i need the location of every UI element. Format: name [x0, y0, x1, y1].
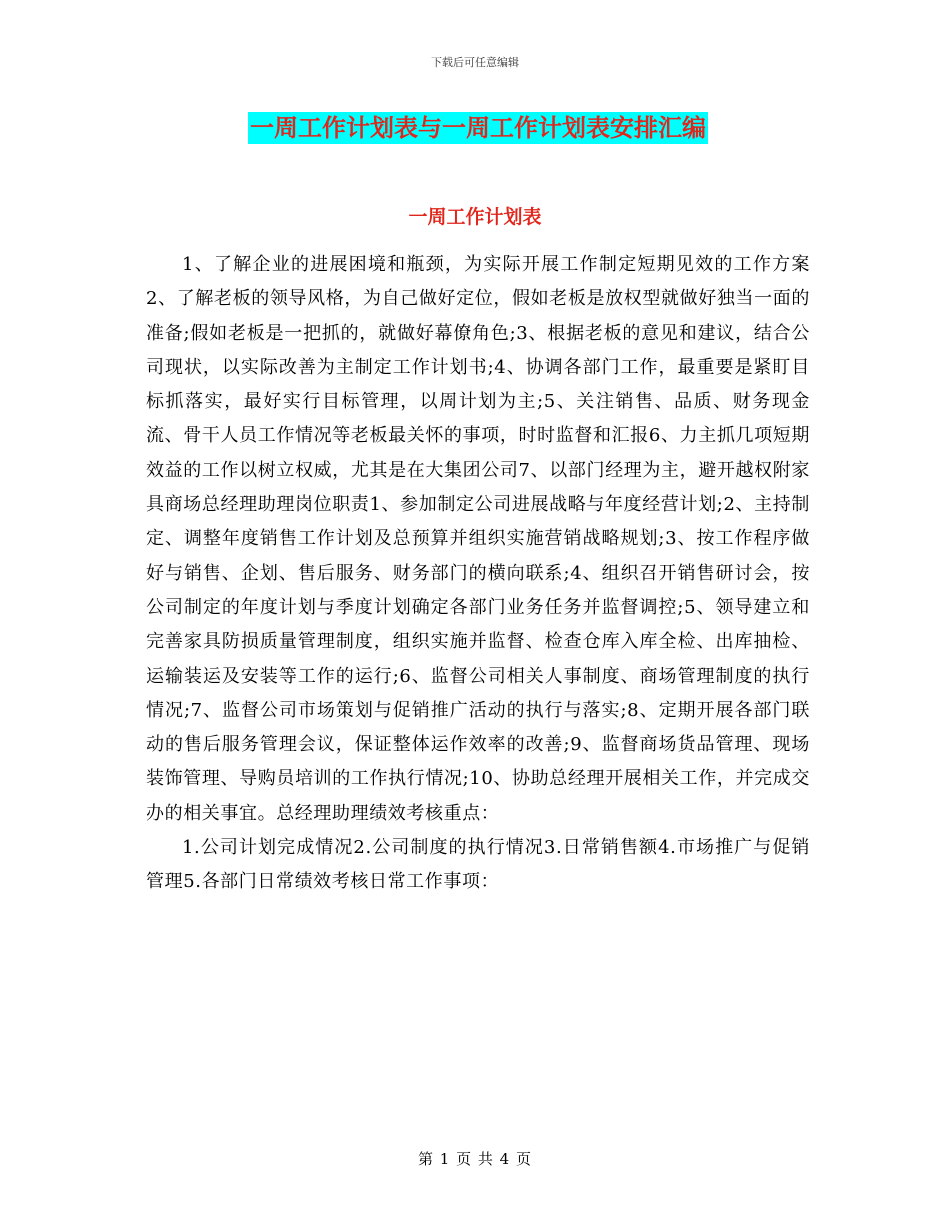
main-title-container — [248, 112, 708, 144]
page-header-note: 下载后可任意编辑 — [431, 56, 519, 69]
page-footer: 第 1 页 共 4 页 — [418, 1150, 532, 1168]
document-body — [146, 248, 810, 900]
section-title: 一周工作计划表 — [408, 206, 542, 228]
main-title: 一周工作计划表与一周工作计划表安排汇编 — [250, 114, 706, 142]
body-paragraph-2: 1.公司计划完成情况2.公司制度的执行情况3.日常销售额4.市场推广与促销管理5.各部门日常绩效考核日常工作事项： — [146, 837, 810, 893]
body-paragraph-1: 1、了解企业的进展困境和瓶颈，为实际开展工作制定短期见效的工作方案2、了解老板的领导风格，为自己做好定位，假如老板是放权型就做好独当一面的准备;假如老板是一把抓的，就做好幕僚角色;3、根据老板的意见和建议，结合公司现状，以实际改善为主制定工作计划书;4、协调各部门工作，最重要是紧盯目标抓落实，最好实行目标管理，以周计划为主;5、关注销售、品质、财务现金流、骨干人员工作情况等老板最关怀的事项，时时监督和汇报6、力主抓几项短期效益的工作以树立权威，尤其是在大集团公司7、以部门经理为主，避开越权附家具商场总经理助理岗位职责1、参加制定公司进展战略与年度经营计划;2、主持制定、调整年度销售工作计划及总预算并组织实施营销战略规划;3、按工作程序做好与销售、企划、售后服务、财务部门的横向联系;4、组织召开销售研讨会，按公司制定的年度计划与季度计划确定各部门业务任务并监督调控;5、领导建立和完善家具防损质量管理制度，组织实施并监督、检查仓库入库全检、出库抽检、运输装运及安装等工作的运行;6、监督公司相关人事制度、商场管理制度的执行情况;7、监督公司市场策划与促销推广活动的执行与落实;8、定期开展各部门联动的售后服务管理会议，保证整体运作效率的改善;9、监督商场货品管理、现场装饰管理、导购员培训的工作执行情况;10、协助总经理开展相关工作，并完成交办的相关事宜。总经理助理绩效考核重点： — [146, 254, 810, 824]
